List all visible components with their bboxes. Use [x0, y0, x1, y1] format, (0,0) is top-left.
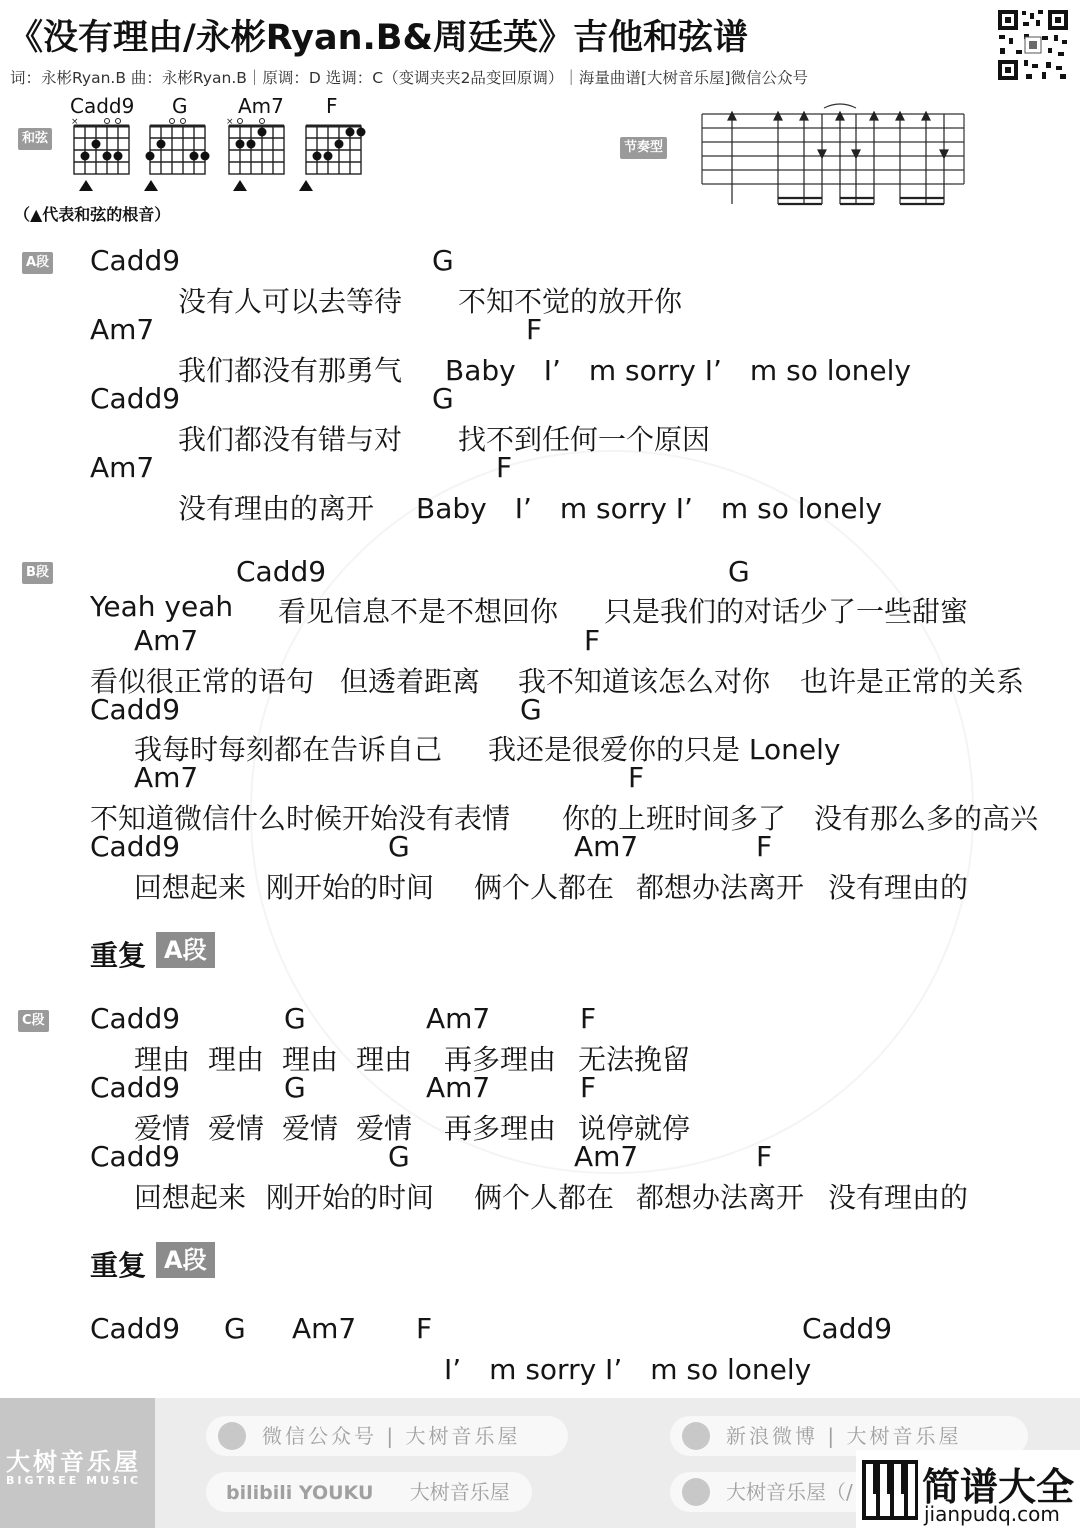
lyric-line: 说停就停 [578, 1112, 691, 1145]
lyric-line: 我们都没有错与对 [178, 423, 403, 456]
chord-label: Cadd9 [90, 693, 181, 726]
chord-label: F [628, 761, 645, 794]
repeat-section-tag: A段 [156, 932, 215, 968]
chord-label: G [432, 244, 454, 277]
chord-label: Cadd9 [90, 244, 181, 277]
wechat-text: 微信公众号 | 大树音乐屋 [262, 1424, 521, 1448]
chord-label: G [224, 1312, 246, 1345]
section-c-tag: C段 [18, 1010, 49, 1032]
section-b-tag: B段 [22, 562, 53, 584]
lyric-line: 只是我们的对话少了一些甜蜜 [604, 595, 969, 628]
page-title: 《没有理由/永彬Ryan.B&周廷英》吉他和弦谱 [8, 18, 749, 58]
lyric-line: 爱情 [282, 1112, 339, 1145]
lyric-line: 回想起来 [134, 1181, 247, 1214]
jianpu-url: jianpudq.com [924, 1502, 1060, 1526]
site-link[interactable] [670, 1472, 876, 1512]
chord-label: Cadd9 [90, 1312, 181, 1345]
chord-label: Cadd9 [90, 382, 181, 415]
chord-diagram-name: Am7 [238, 94, 284, 118]
chord-label: Cadd9 [90, 1140, 181, 1173]
lyric-line: 不知不觉的放开你 [458, 285, 683, 318]
site-text: 大树音乐屋（/ [726, 1480, 853, 1504]
wechat-icon [218, 1422, 246, 1450]
lyric-line: 理由 [356, 1043, 413, 1076]
lyric-line: 理由 [134, 1043, 191, 1076]
chord-label: F [496, 451, 513, 484]
lyric-line: 没有理由的 [828, 1181, 969, 1214]
chord-label: Am7 [426, 1071, 491, 1104]
lyric-line: Baby I’ m sorry I’ m so lonely [416, 492, 882, 525]
chord-diagram-name: F [326, 94, 338, 118]
lyric-line: 理由 [282, 1043, 339, 1076]
chord-label: Am7 [574, 1140, 639, 1173]
qr-code-icon [996, 8, 1070, 82]
chord-label: F [416, 1312, 433, 1345]
video-channel-text: 大树音乐屋 [409, 1480, 510, 1504]
chord-label: G [728, 555, 750, 588]
piano-icon [862, 1460, 918, 1520]
lyric-line: 也许是正常的关系 [800, 665, 1025, 698]
rhythm-tag: 节奏型 [620, 137, 667, 159]
chord-label: F [580, 1071, 597, 1104]
lyric-line: Yeah yeah [90, 590, 234, 623]
lyric-line: 刚开始的时间 [266, 1181, 435, 1214]
lyric-line: 刚开始的时间 [266, 871, 435, 904]
repeat-label: 重复 [90, 939, 147, 972]
lyric-line: 没有理由的 [828, 871, 969, 904]
chord-label: F [580, 1002, 597, 1035]
lyric-line: 回想起来 [134, 871, 247, 904]
chord-label: Am7 [292, 1312, 357, 1345]
chord-label: Cadd9 [90, 1071, 181, 1104]
chord-label: F [756, 830, 773, 863]
section-a-tag: A段 [22, 252, 53, 274]
weibo-text: 新浪微博 | 大树音乐屋 [726, 1424, 962, 1448]
svg-text:×: × [226, 117, 234, 127]
lyric-line: 爱情 [134, 1112, 191, 1145]
lyric-line: 爱情 [208, 1112, 265, 1145]
lyric-line: 你的上班时间多了 [562, 802, 787, 835]
chord-label: Am7 [90, 451, 155, 484]
chord-label: Am7 [134, 761, 199, 794]
lyric-line: 都想办法离开 [636, 871, 805, 904]
lyric-line: 看见信息不是不想回你 [278, 595, 559, 628]
chord-label: G [388, 830, 410, 863]
lyric-line: 我还是很爱你的只是 Lonely [488, 733, 841, 766]
lyric-line: 理由 [208, 1043, 265, 1076]
jianpu-logo [856, 1450, 1080, 1528]
chord-label: G [388, 1140, 410, 1173]
footer [0, 1398, 1080, 1528]
chord-label: F [756, 1140, 773, 1173]
lyric-line: I’ m sorry I’ m so lonely [444, 1353, 812, 1386]
lyric-line: 都想办法离开 [636, 1181, 805, 1214]
lyric-line: Baby I’ m sorry I’ m so lonely [445, 354, 911, 387]
chord-label: Am7 [134, 624, 199, 657]
repeat-label: 重复 [90, 1249, 147, 1282]
wechat-link[interactable] [206, 1416, 568, 1456]
svg-text:×: × [71, 117, 79, 127]
chord-diagrams [66, 116, 376, 196]
lyric-line: 再多理由 [444, 1112, 557, 1145]
chord-label: G [284, 1071, 306, 1104]
lyric-line: 我每时每刻都在告诉自己 [134, 733, 443, 766]
lyric-line: 俩个人都在 [474, 1181, 615, 1214]
lyric-line: 没有理由的离开 [178, 492, 375, 525]
lyric-line: 再多理由 [444, 1043, 557, 1076]
chord-label: Am7 [426, 1002, 491, 1035]
jianpu-title: 简谱大全 [922, 1465, 1075, 1509]
lyric-line: 没有那么多的高兴 [814, 802, 1039, 835]
rhythm-pattern-diagram [700, 100, 970, 210]
lyric-line: 看似很正常的语句 [90, 665, 315, 698]
chord-label: Am7 [574, 830, 639, 863]
lyric-line: 我们都没有那勇气 [178, 354, 403, 387]
chord-diagram-name: Cadd9 [70, 94, 135, 118]
chord-label: Cadd9 [90, 1002, 181, 1035]
brand-name: 大树音乐屋 [6, 1448, 141, 1476]
lyric-line: 无法挽留 [578, 1043, 691, 1076]
lyric-line: 但透着距离 [340, 665, 481, 698]
lyric-line: 我不知道该怎么对你 [518, 665, 771, 698]
lyric-line: 爱情 [356, 1112, 413, 1145]
brand-english: BIGTREE MUSIC [6, 1474, 142, 1487]
site-icon [682, 1478, 710, 1506]
chord-label: F [584, 624, 601, 657]
root-note-legend: （▲代表和弦的根音） [14, 205, 171, 224]
chord-label: Am7 [90, 313, 155, 346]
brand-block [0, 1398, 155, 1528]
video-sites-link[interactable] [206, 1472, 532, 1512]
repeat-section-tag: A段 [156, 1242, 215, 1278]
chord-label: Cadd9 [802, 1312, 893, 1345]
weibo-icon [682, 1422, 710, 1450]
lyric-line: 找不到任何一个原因 [458, 423, 711, 456]
chord-label: F [526, 313, 543, 346]
lyric-line: 不知道微信什么时候开始没有表情 [90, 802, 511, 835]
chord-diagram-name: G [172, 94, 188, 118]
chord-label: Cadd9 [236, 555, 327, 588]
chord-label: G [284, 1002, 306, 1035]
video-sites-text: bilibili YOUKU [226, 1482, 374, 1504]
lyric-line: 俩个人都在 [474, 871, 615, 904]
chord-tag: 和弦 [18, 128, 52, 150]
song-meta: 词：永彬Ryan.B 曲：永彬Ryan.B｜原调：D 选调：C（变调夹夹2品变回原调）｜海量曲谱[大树音乐屋]微信公众号 [10, 69, 809, 87]
lyric-line: 没有人可以去等待 [178, 285, 403, 318]
chord-label: G [520, 693, 542, 726]
chord-label: G [432, 382, 454, 415]
chord-label: Cadd9 [90, 830, 181, 863]
